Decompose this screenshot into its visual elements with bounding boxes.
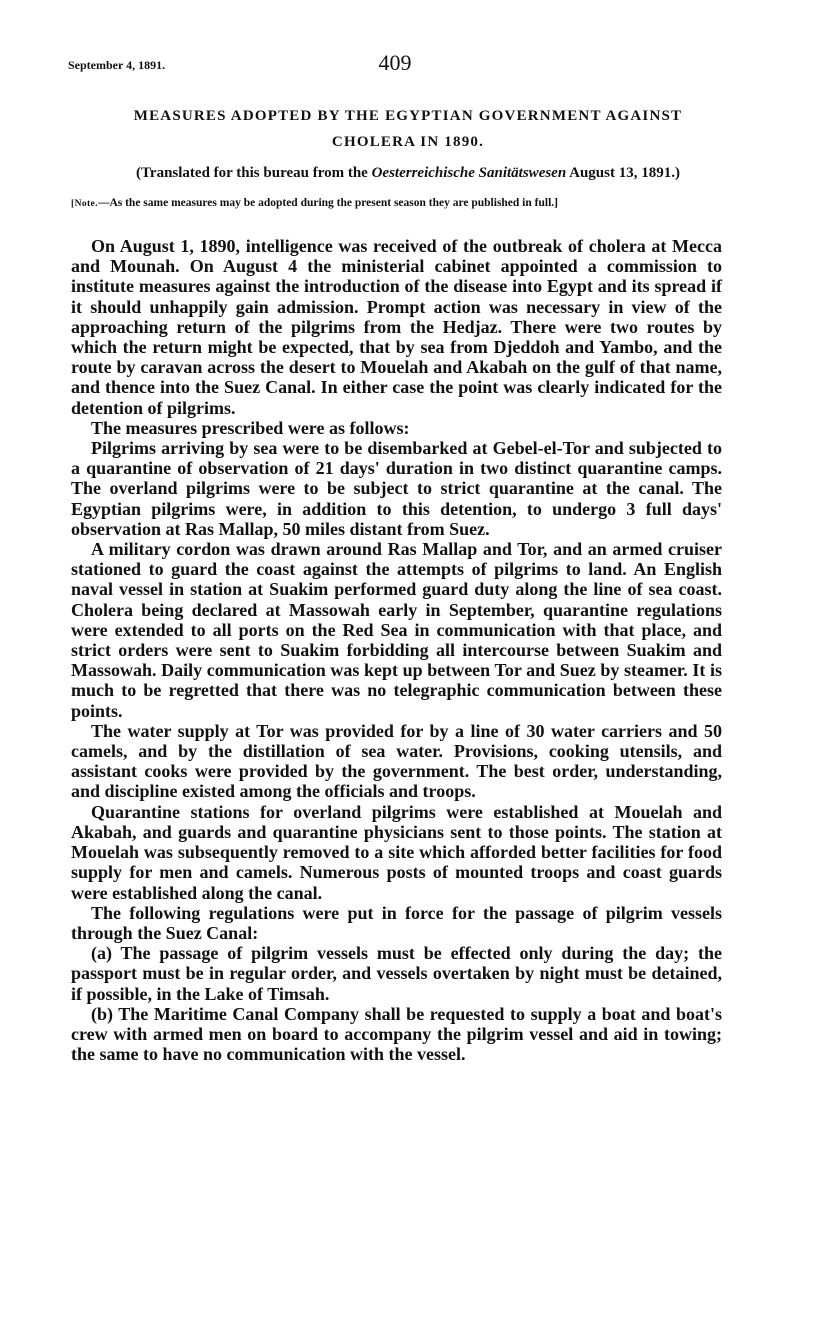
page-number: 409: [378, 50, 412, 75]
translation-prefix: (Translated for this bureau from the: [136, 165, 372, 181]
article-title: [70, 103, 746, 155]
paragraph-regulation-b: (b) The Maritime Canal Company shall be requested to supply a boat and boat's crew with armed men on board to accompany the pilgrim vessel and aid in towing; the same to have no communication with the vessel.: [71, 1003, 722, 1065]
translation-suffix: August 13, 1891.): [566, 165, 680, 181]
paragraph-quarantine-stations: Quarantine stations for overland pilgrims were established at Mouelah and Akabah, and guards and quarantine physicians sent to those points. The station at Mouelah was subsequently removed to a site which afforded better facilities for food supply for men and camels. Numerous posts of mounted troops and coast guards were established along the canal.: [71, 801, 722, 903]
header-date: September 4, 1891.: [68, 58, 166, 72]
paragraph-measures-intro: The measures prescribed were as follows:: [91, 417, 410, 438]
article-body: [71, 236, 722, 1064]
note-label: [Note.: [71, 199, 98, 209]
running-head: [68, 50, 722, 80]
note-text: —As the same measures may be adopted during the present season they are published in full.]: [97, 197, 558, 209]
paragraph-sea-pilgrims: Pilgrims arriving by sea were to be disembarked at Gebel-el-Tor and subjected to a quarantine of observation of 21 days' duration in two distinct quarantine camps. The overland pilgrims were to be subject to strict quarantine at the canal. The Egyptian pilgrims were, in addition to this detention, to undergo 3 full days' observation at Ras Mallap, 50 miles distant from Suez.: [71, 438, 722, 539]
article-title-line-1: MEASURES ADOPTED BY THE EGYPTIAN GOVERNMENT AGAINST: [133, 108, 683, 124]
paragraph-canal-regulations-intro: The following regulations were put in force for the passage of pilgrim vessels through the Suez Canal:: [71, 902, 722, 943]
paragraph-outbreak: On August 1, 1890, intelligence was received of the outbreak of cholera at Mecca and Mounah. On August 4 the ministerial cabinet appointed a commission to institute measures against the introduction of the disease into Egypt and its spread if it should unhappily gain admission. Prompt action was necessary in view of the approaching return of the pilgrims from the Hedjaz. There were two routes by which the return might be expected, that by sea from Djeddoh and Yambo, and the route by caravan across the desert to Mouelah and Akabah on the gulf of that name, and thence into the Suez Canal. In either case the point was clearly indicated for the detention of pilgrims.: [71, 236, 722, 418]
paragraph-regulation-a: (a) The passage of pilgrim vessels must be effected only during the day; the passport must be in regular order, and vessels overtaken by night must be detained, if possible, in the Lake of Timsah.: [71, 943, 722, 1004]
article-title-line-2: CHOLERA IN 1890.: [331, 134, 485, 150]
paragraph-military-cordon: A military cordon was drawn around Ras Mallap and Tor, and an armed cruiser stationed to guard the coast against the attempts of pilgrims to land. An English naval vessel in station at Suakim performed guard duty along the line of sea coast. Cholera being declared at Massowah early in September, quarantine regulations were extended to all ports on the Red Sea in communication with that place, and strict orders were sent to Suakim forbidding all intercourse between Suakim and Massowah. Daily communication was kept up between Tor and Suez by steamer. It is much to be regretted that there was no telegraphic communication between these points.: [71, 539, 722, 721]
translation-source: Oesterreichische Sanitätswesen: [371, 165, 567, 181]
editorial-note: [71, 197, 721, 211]
paragraph-water-supply: The water supply at Tor was provided for by a line of 30 water carriers and 50 camels, and by the distillation of sea water. Provisions, cooking utensils, and assistant cooks were provided by the government. The best order, understanding, and discipline existed among the officials and troops.: [71, 720, 722, 802]
translation-credit: [70, 165, 746, 182]
